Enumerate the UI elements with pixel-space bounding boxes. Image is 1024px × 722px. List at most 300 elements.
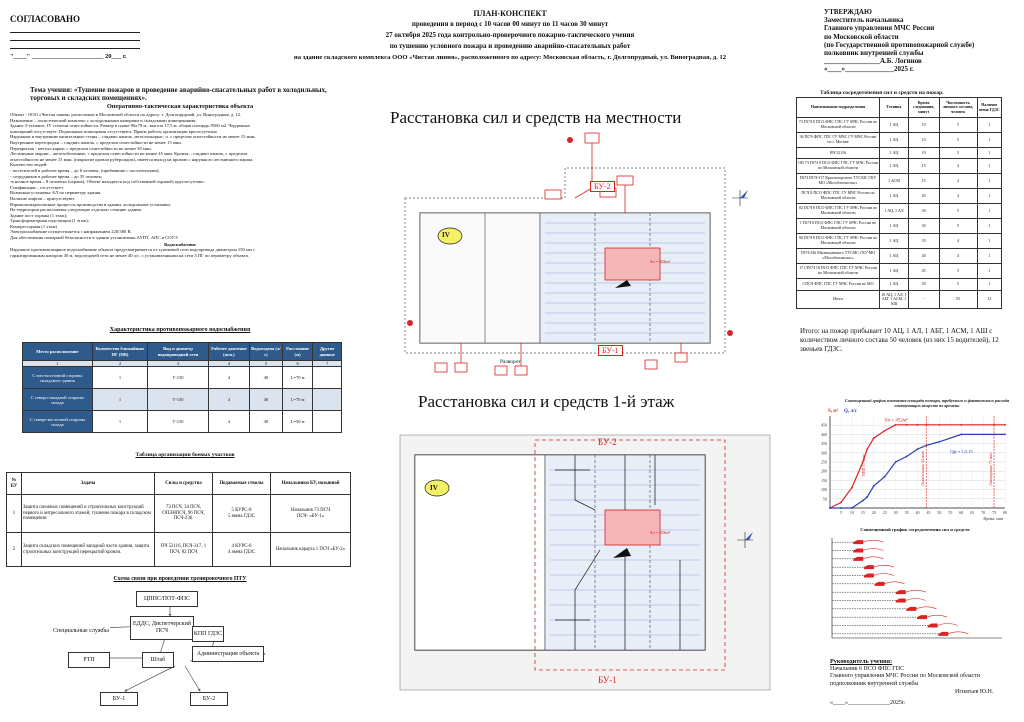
char-line: огнестойкости не менее 15 мин. (покрытие кровли рубероидом), имеется выход на кровлю с наружного лестничного марша. (10, 156, 254, 162)
table-header: Рабочее давление (атм.) (208, 343, 249, 361)
table-cell: 40 (250, 389, 283, 411)
table-cell: 30 (908, 219, 939, 234)
data-point (884, 476, 886, 478)
table-header: № БУ (7, 473, 22, 495)
table-cell: ПСЧ ПСЧ-317 Красногорского ТУСМС ГКУ МО «Мособлпожспас» (797, 174, 880, 189)
char-line: Лестничные марши – железобетонные, с пределом огнестойкости не менее 45 мин. Кровля – сэндвич панель, с пределом (10, 151, 248, 157)
head-line: Начальник 6 ПСО ФПС ГПС (830, 666, 905, 672)
npp-label: НПП 17 мин (861, 454, 866, 476)
y-tick-label: 250 (821, 459, 827, 465)
table-row (797, 118, 1002, 133)
char-line: Трансформаторная подстанция (1 этаж); (10, 218, 89, 224)
table-cell: 40 (250, 367, 283, 389)
table-header: Начальники БУ, позывной (271, 473, 351, 495)
q-label: Qф = 1,0,15 (950, 448, 973, 454)
table-row (797, 148, 1002, 159)
table-header: Задача (22, 473, 155, 495)
table-row (23, 411, 342, 433)
char-line: Здание пост охраны (1 этаж); (10, 212, 68, 218)
page-title: ПЛАН-КОНСПЕКТ (473, 9, 547, 18)
table-cell: 4 КУРС-8 4 звена ГДЗС (213, 533, 271, 567)
table-header: Время следования, минут (908, 98, 939, 118)
table-header: Количество ближайших ПГ (ПВ) (92, 343, 148, 361)
table-cell: 73 ПСЧ, 34 ПСЧ, ОПЭНПСЧ, 96 ПСЧ, ПСЧ-236. (155, 495, 213, 533)
fire-zone (605, 510, 660, 545)
table-cell: 35 (908, 234, 939, 249)
table-row (23, 367, 342, 389)
table-cell: 1 (977, 279, 1001, 291)
graph-title: Совмещенный график изменения площади пожара, требуемого и фактического расхода огнетушащих веществ по времени (844, 398, 1010, 408)
table-cell: 1 (977, 249, 1001, 264)
head-block (830, 666, 980, 688)
data-point (895, 424, 897, 426)
table-cell: Начальник 73 ПСЧ ПСЧ- «БУ-1» (271, 495, 351, 533)
table-cell: 1 (92, 411, 148, 433)
table-cell: 1 (92, 367, 148, 389)
table-cell: 2 (7, 533, 22, 567)
table-cell: 1 АЦ (880, 189, 909, 204)
data-point (960, 434, 962, 436)
table-cell: 5 (939, 279, 977, 291)
table-cell: 5 (939, 148, 977, 159)
data-point (1004, 434, 1006, 436)
table-row (797, 204, 1002, 219)
table-cell: 1 (977, 264, 1001, 279)
table-cell: 5 (939, 118, 977, 133)
table-cell (313, 389, 342, 411)
char-line: Взрывопожароопасные процессы производства в здании, холодильные установки. (10, 201, 172, 207)
bu2-label-top: БУ-2 (590, 181, 615, 192)
approved-right-line: ________________А.Б. Логинов (824, 57, 922, 66)
data-point (938, 441, 940, 443)
lok-label: Локализация 44 мин (920, 451, 926, 486)
char-title: Оперативно-тактическая характеристика объекта (106, 103, 254, 110)
data-point (840, 502, 842, 504)
table-row (797, 159, 1002, 174)
building-west (420, 213, 540, 343)
hose-mark (863, 557, 883, 559)
compass-icon (732, 190, 748, 206)
table-cell: 1 АЦ (880, 148, 909, 159)
table-cell: 1 (977, 159, 1001, 174)
data-point (917, 448, 919, 450)
plan-title-site: Расстановка сил и средств на местности (390, 108, 682, 127)
char-line: -в ночное время – 8 человека (охрана); Объект находится под собственной охраной; круглосуточно. (10, 179, 205, 185)
table-cell: 40 (908, 249, 939, 264)
table-cell: 20 (908, 189, 939, 204)
hose-mark (863, 540, 883, 542)
table-cell: 50 (908, 279, 939, 291)
table-cell: 1 (7, 495, 22, 533)
comms-node-dispatch: ЕДДС, Диспетчерский ПСЧ (130, 616, 194, 640)
vehicle-mark (906, 607, 916, 611)
table-cell: 1 (977, 234, 1001, 249)
table-cell: СПСЧ ФПС ГПС ГУ МЧС России по МО (797, 279, 880, 291)
data-point (866, 496, 868, 498)
table-cell: Итого (797, 291, 880, 309)
head-line: подполковник внутренней службы (830, 680, 919, 687)
data-point (851, 507, 853, 509)
x-tick-label: 45 (926, 510, 931, 515)
table-cell: 7 (313, 361, 342, 367)
data-point (829, 507, 831, 509)
vehicle-mark (938, 632, 948, 636)
table-cell: 1 (977, 204, 1001, 219)
table-cell: 5 (939, 133, 977, 148)
hose-mark (863, 549, 883, 551)
plan-title-floor: Расстановка сил и средств 1-й этаж (418, 392, 675, 411)
approved-left-title: СОГЛАСОВАНО (10, 14, 81, 24)
table-cell: 1 АСМ (880, 174, 909, 189)
table-cell: 94 ПСЧ ФПС ГПС ГУ МЧС ГУ МЧС России по г. Москве (797, 133, 880, 148)
table-row (797, 264, 1002, 279)
head-name: Игнатьев Ю.Н. (955, 689, 994, 695)
table-cell: 15 (908, 159, 939, 174)
table-row (7, 495, 351, 533)
water-line: Наружное противопожарное водоснабжение объекта предусматривается от тупиковой сети водопровода диаметром 150 мм с (10, 247, 255, 253)
table-cell: С юго-восточной стороны складского здания (23, 367, 93, 389)
vehicle-mark (864, 574, 874, 578)
table-cell: 5 (939, 204, 977, 219)
char-line: Газификация – отсутствует. (10, 184, 64, 190)
table-cell: 1 (977, 118, 1001, 133)
table-cell: 1 (92, 389, 148, 411)
approved-right-line: по Московской области (824, 32, 899, 41)
table-header: Подаваемые стволы (213, 473, 271, 495)
data-point (840, 507, 842, 509)
table-header: Расстояние (м) (282, 343, 313, 361)
header-line: по тушению условного пожара и проведению аварийно-спасательных работ (389, 42, 631, 50)
table-cell: 55 (939, 291, 977, 309)
site-plan (395, 128, 775, 388)
comms-node-bu2: БУ-2 (190, 692, 228, 706)
bu1-label-top: БУ-1 (598, 345, 623, 356)
water-table-title: Характеристика противопожарного водоснабжения (109, 327, 251, 333)
table-cell: 5 КУРС-8 5 звена ГДЗС (213, 495, 271, 533)
hose-mark (916, 607, 936, 609)
char-line: Возможна установка АЛ по периметру здания. (10, 190, 102, 196)
table-cell: 4 (208, 389, 249, 411)
forces-title: Таблица сосредоточения сил и средств на пожар. (820, 90, 944, 96)
table-cell: 10 (908, 148, 939, 159)
table-row (797, 133, 1002, 148)
approved-right-line: «____»______________2025 г. (824, 65, 914, 74)
table-header: Техника (880, 98, 909, 118)
table-cell: 1 (977, 174, 1001, 189)
table-cell: Т-150 (148, 389, 209, 411)
table-cell: ВЧ 52116 (797, 148, 880, 159)
table-cell: 4 (939, 189, 977, 204)
signature-line (10, 32, 140, 33)
char-line: Количество людей: (10, 162, 48, 168)
schedule-chart (800, 534, 1015, 654)
s-label: Sп = 452м² (884, 418, 908, 424)
table-cell: 4 (939, 159, 977, 174)
water-table (22, 342, 342, 433)
table-cell: L=70 м (282, 389, 313, 411)
x-tick-label: 75 (992, 510, 997, 515)
vehicle-mark (928, 624, 938, 628)
table-cell: 15 (908, 174, 939, 189)
y-tick-label: 50 (823, 496, 827, 502)
table-cell: 10 (908, 133, 939, 148)
table-header: Место расположение (23, 343, 93, 361)
table-header: Другие данные (313, 343, 342, 361)
approved-left-date: "____" ______________________ 20___ г. (10, 53, 127, 60)
table-row (797, 291, 1002, 309)
x-tick-label: 60 (959, 510, 964, 515)
y-axis-label: S, м² (828, 409, 839, 414)
char-line: - посетителей в рабочее время – до 6 человек, (прибывшие с посетителями); (10, 167, 160, 173)
data-point (884, 430, 886, 432)
approved-right-line: (по Государственной противопожарной службе) (824, 40, 975, 49)
table-cell: 1 АЦ (880, 118, 909, 133)
table-header-row (23, 343, 342, 361)
schedule-title: Совмещенный график сосредоточения сил и средств (860, 527, 970, 532)
table-header-row (797, 98, 1002, 118)
table-cell: 1 АЦ (880, 279, 909, 291)
table-cell: 1 АЦ (880, 219, 909, 234)
signature-line (10, 40, 140, 41)
table-cell: 4 (208, 411, 249, 433)
char-line: Наружные и внутренние капитальные стены – сэндвич панель, металлокаркас, ч. с пределом огнестойкости не менее 15 мин. (10, 134, 256, 140)
water-line: гарантированным напором 30 м, водоотдачей сети не менее 40 л/с, с установленными на сети 3 ПГ по периметру объекта. (10, 252, 250, 258)
data-point (851, 487, 853, 489)
x-tick-label: 70 (981, 510, 986, 515)
char-line: Внутренние перегородки – сэндвич панель, с пределом огнестойкости не менее 15 мин. (10, 139, 182, 145)
signature-line (10, 48, 140, 49)
table-cell: 2 (92, 361, 148, 367)
data-point (866, 448, 868, 450)
table-cell: 45 (908, 264, 939, 279)
vehicle-mark (853, 557, 863, 561)
table-row (23, 389, 342, 411)
char-line: - сотрудников в рабочее время – до 35 человек; (10, 173, 103, 179)
comms-title: Схема связи при проведении тренировочного ПТУ (113, 576, 247, 582)
table-row (797, 234, 1002, 249)
table-cell (313, 367, 342, 389)
table-cell: 1 (977, 148, 1001, 159)
table-row (797, 279, 1002, 291)
table-header: Наличие звена ГДЗС (977, 98, 1001, 118)
comms-node-bu1: БУ-1 (100, 692, 138, 706)
comms-node-rtp: РТП (68, 652, 110, 668)
header-line: на здание складского комплекса ООО «Чистая линия», расположенного по адресу: Московская область, г. Долгопрудный, ул. Виноградная, д. 12 (293, 54, 727, 61)
table-cell: 5 (939, 219, 977, 234)
table-header: Силы и средства (155, 473, 213, 495)
table-cell: ОП 73 ПСЧ 8 ПСО ФПС ГПС ГУ МЧС России по Московской области (797, 159, 880, 174)
comms-node-spec: Специальные службы (52, 624, 110, 638)
vehicle-mark (896, 590, 906, 594)
x-tick-label: 50 (937, 510, 942, 515)
table-cell (313, 411, 342, 433)
x-axis-label: Время, мин (983, 516, 1003, 521)
char-line: Назначение – логистический комплекс с холодильными камерами и складскими помещениями. (10, 117, 197, 123)
hose-mark (874, 574, 894, 576)
char-line: Здание 3-этажное, IV степени огнестойкости. Размер в плане 96х79 м., высота 17,5 м. общая площадь 9500 м2. Чердачных (10, 123, 250, 129)
char-line: Перекрытия - металл каркас с пределом огнестойкости не менее 30 мин. (10, 145, 152, 151)
table-cell: Начальник караула 1 ПСЧ «БУ-2» (271, 533, 351, 567)
vehicle-mark (896, 599, 906, 603)
topic: Тема учения: «Тушение пожаров и проведение аварийно-спасательных работ в холодильных, торговых и складских помещениях». (30, 86, 327, 102)
x-tick-label: 40 (915, 510, 920, 515)
table-cell: С северо-западной стороны склада (23, 389, 93, 411)
data-point (917, 424, 919, 426)
vehicle-mark (853, 540, 863, 544)
road-label: Разворот (500, 359, 521, 365)
table-cell: 73 ПСЧ 8 ПСО ФПС ГПС ГУ МЧС России по Московской области (797, 118, 880, 133)
head-date: «____»______________2025г. (830, 700, 906, 706)
table-cell: - (908, 291, 939, 309)
char-line: Электроснабжение осуществляется с напряжением 220/380 В. (10, 229, 132, 235)
table-cell: Т-150 (148, 367, 209, 389)
y-tick-label: 400 (821, 431, 827, 437)
table-cell: 1 АЦ (880, 234, 909, 249)
char-line: Компрессорная (1 этаж) (10, 223, 58, 229)
head-line: Главного управления МЧС России по Московской области (830, 673, 980, 680)
table-cell: Защита смежных помещений и строительных конструкций первого и антресольного этажей; тушение пожара в складском помещении (22, 495, 155, 533)
table-cell: 96 ПСЧ 8 ПСО ФПС ГПС ГУ МЧС России по Московской области (797, 234, 880, 249)
y-tick-label: 300 (821, 450, 827, 456)
table-cell: L=70 м (282, 367, 313, 389)
table-cell: 5 (939, 264, 977, 279)
area-label-floor: Sп = 456м² (650, 530, 671, 535)
char-line: Наличие лифтов – присутствуют. (10, 195, 75, 201)
data-point (938, 424, 940, 426)
hose-mark (927, 615, 947, 617)
comms-node-shtab: Штаб (142, 652, 174, 668)
x-tick-label: 15 (860, 510, 865, 515)
x-tick-label: 5 (839, 510, 842, 515)
data-point (895, 461, 897, 463)
x-tick-label: 65 (970, 510, 975, 515)
y2-axis-label: Q, л/с (844, 409, 857, 414)
bu2-label-floor: БУ-2 (598, 437, 617, 447)
char-line: Для обеспечения пожарной безопасности в здании установлены АУПТ, АПС и СОУЭ. (10, 235, 179, 241)
table-cell: 10 АЦ, 1 АЛ, 1 АБГ 1 АСМ, 1 АШ (880, 291, 909, 309)
table-header-row (7, 473, 351, 495)
degree-label-top: IV (442, 231, 450, 239)
header-line: проведения в период с 10 часов 00 минут по 11 часов 30 минут (411, 20, 609, 28)
table-header: Наименование подразделения (797, 98, 880, 118)
table-cell: 5 (250, 361, 283, 367)
hose-mark (948, 632, 968, 634)
table-header: Численность личного состава, человек (939, 98, 977, 118)
table-cell: 1 АЦ, 1 АЛ (880, 204, 909, 219)
y-tick-label: 100 (821, 487, 827, 493)
area-label-top: Sп = 456м² (650, 259, 671, 264)
data-point (1004, 424, 1006, 426)
x-tick-label: 35 (904, 510, 909, 515)
vehicle-mark (853, 549, 863, 553)
x-tick-label: 55 (948, 510, 953, 515)
table-cell: 1 АЦ (880, 159, 909, 174)
x-tick-label: 80 (1003, 510, 1007, 515)
forces-table (796, 97, 1002, 309)
hose-mark (938, 624, 958, 626)
table-cell: 4 (939, 174, 977, 189)
table-cell: 17 СПСЧ 18 ПСО ФПС ГПС ГУ МЧС России по Московской области (797, 264, 880, 279)
char-line: На территории расположены следующие отдельно стоящие здания: (10, 207, 142, 213)
data-point (862, 500, 864, 502)
table-cell: L=50 м (282, 411, 313, 433)
water-title: Водоснабжение (164, 241, 196, 247)
table-cell: 1 АЦ (880, 264, 909, 279)
comms-node-admin: Администрация объекта (192, 646, 264, 662)
y-tick-label: 350 (821, 441, 827, 447)
org-table (6, 472, 351, 567)
approved-right-title: УТВЕРЖДАЮ (824, 8, 872, 16)
data-point (873, 485, 875, 487)
hose-mark (885, 582, 905, 584)
table-cell: 1 (977, 133, 1001, 148)
table-row (7, 533, 351, 567)
y-tick-label: 200 (821, 468, 827, 474)
table-cell: ПЧ 52116, ПСЧ-317, 1 ПСЧ, 82 ПСЧ (155, 533, 213, 567)
table-header: Водоотдача (л/с) (250, 343, 283, 361)
hose-mark (906, 590, 926, 592)
table-cell: 1 (23, 361, 93, 367)
data-point (906, 424, 908, 426)
table-cell: 4 (208, 361, 249, 367)
char-line: помещений отсутствует. Подвальные помещения отсутствуют. Прием работы организации круглосуточно (10, 128, 218, 134)
degree-label-floor: IV (430, 484, 438, 492)
table-cell: ПСЧ 8 ПСО ФПС ГПС ГУ МЧС России по Московской области (797, 189, 880, 204)
table-row (797, 249, 1002, 264)
table-cell: 12 (977, 291, 1001, 309)
x-tick-label: 30 (893, 510, 898, 515)
hose-mark (906, 599, 926, 601)
org-table-title: Таблица организации боевых участков (135, 452, 235, 458)
data-point (873, 437, 875, 439)
table-cell: Защита складских помещений западной части здания, защита строительных конструкций перекрытий кровли. (22, 533, 155, 567)
char-text (10, 112, 350, 258)
table-cell: 40 (250, 411, 283, 433)
table-cell: 1 АЦ (880, 249, 909, 264)
table-cell: Т-150 (148, 411, 209, 433)
table-cell: 1 (977, 219, 1001, 234)
vehicle-mark (875, 582, 885, 586)
x-tick-label: 10 (849, 510, 854, 515)
fire-zone (605, 248, 660, 280)
fire-chart (800, 398, 1015, 521)
total-text: Итого: на пожар прибывает 10 АЦ, 1 АЛ, 1 АБГ, 1 АСМ, 1 АШ с количеством личного состава 50 человек (из них 15 водителей), 12 звеньев ГДЗС. (800, 327, 999, 353)
table-row (797, 189, 1002, 204)
x-tick-label: 25 (882, 510, 887, 515)
y-tick-label: 150 (821, 477, 827, 483)
data-point (906, 456, 908, 458)
y-tick-label: 450 (821, 422, 827, 428)
bu1-label-floor: БУ-1 (598, 675, 617, 685)
char-line: Объект - ООО «Чистая линия» расположен в Московской области по адресу: г. Долгопрудный, ул. Виноградная, д. 12. (10, 112, 242, 117)
vehicle-mark (864, 565, 874, 569)
table-cell: 10 (908, 118, 939, 133)
table-cell: 4 (939, 234, 977, 249)
table-row (797, 174, 1002, 189)
table-cell: 1 АЦ (880, 133, 909, 148)
approved-right-line: полковник внутренней службы (824, 49, 924, 58)
vehicle-mark (917, 615, 927, 619)
header-line: 27 октября 2025 года контрольно-проверочного пожарно-тактического учения (385, 31, 635, 39)
header-block (230, 8, 790, 63)
table-cell: 4 (208, 367, 249, 389)
table-cell: 3 (148, 361, 209, 367)
table-row (797, 219, 1002, 234)
lik-label: Ликвидация 75 мин (987, 452, 993, 486)
table-cell: 4 (939, 249, 977, 264)
comms-node-kpp: КПП ГДЗС (192, 626, 224, 642)
table-cell: 1 ПСЧ 8 ПСО ФПС ГПС ГУ МЧС России по Московской области (797, 219, 880, 234)
